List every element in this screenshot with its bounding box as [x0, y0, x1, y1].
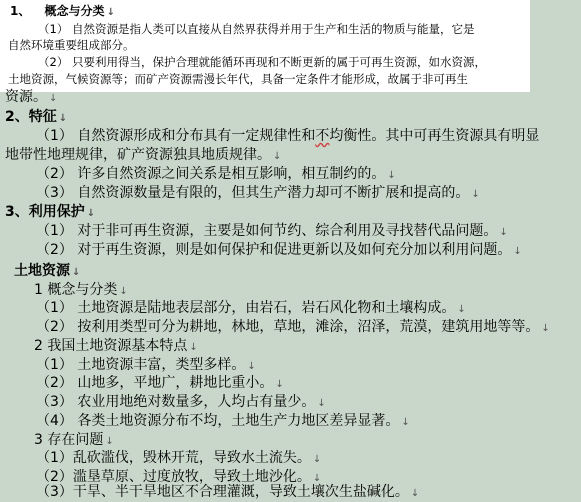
paragraph-mark-icon: ↓ [247, 361, 256, 372]
land-sub3-i1-text: （1）乱砍滥伐，毁林开荒，导致水土流失。 [36, 450, 311, 466]
land-sub1-i2-text: （2） 按利用类型可分为耕地，林地，草地，滩涂，沼泽，荒漠，建筑用地等等。 [36, 319, 540, 335]
land-sub3-i3-text: （3）干旱、半干旱地区不合理灌溉，导致土壤次生盐碱化。 [36, 484, 409, 500]
land-sub3-i2-text: （2）滥垦草原、过度放牧，导致土地沙化。 [36, 469, 311, 485]
land-sub-2 [34, 338, 198, 356]
section-1-title: 概念与分类 [44, 4, 105, 18]
land-sub2-i1-text: （1） 土地资源丰富，类型多样。 [36, 357, 246, 373]
paragraph-mark-icon: ↓ [541, 323, 550, 334]
paragraph-mark-icon: ↓ [387, 170, 396, 181]
s1-p1-line2: 自然环境重要组成部分。 [8, 38, 135, 52]
land-sub1-text: 1 概念与分类 [34, 282, 118, 298]
land-sub2-item-1 [36, 357, 256, 375]
land-sub2-item-2 [36, 375, 284, 393]
s1-p2-line2: 土地资源，气候资源等；而矿产资源需漫长年代，具备一定条件才能形成，故属于非可再生 [8, 72, 468, 86]
land-resources-title [14, 263, 80, 281]
paragraph-mark-icon: ↓ [86, 208, 96, 219]
s3-item-1 [36, 223, 508, 241]
section-3-title [5, 204, 95, 222]
paragraph-mark-icon: ↓ [312, 473, 322, 484]
land-sub1-item-1 [36, 300, 466, 318]
section-2-title-text: 2、特征 [5, 109, 57, 125]
section-1-heading [10, 3, 115, 21]
land-sub2-i4-text: （4） 各类土地资源分布不均，土地生产力地区差异显著。 [36, 413, 400, 429]
paragraph-mark-icon: ↓ [105, 436, 114, 447]
s2-i1-text-a: （1） 自然资源形成和分布具有一定规律性和 [36, 128, 316, 144]
s1-p2-line1: （2） 只要利用得当，保护合理就能循环再现和不断更新的属于可再生资源，如水资源， [38, 55, 486, 69]
land-sub2-i2-text: （2） 山地多，平地广，耕地比重小。 [36, 375, 274, 391]
paragraph-mark-icon: ↓ [410, 488, 420, 499]
paragraph-mark-icon: ↓ [457, 304, 466, 315]
land-sub3-item-1 [36, 450, 321, 468]
section-1-highlight-box [0, 0, 530, 92]
paragraph-mark-icon: ↓ [58, 113, 68, 124]
land-sub3-text: 3 存在问题 [34, 432, 104, 448]
paragraph-mark-icon: ↓ [189, 342, 198, 353]
paragraph-mark-icon: ↓ [119, 286, 128, 297]
s3-i1-text: （1） 对于非可再生资源，主要是如何节约、综合利用及寻找替代品问题。 [36, 223, 498, 239]
land-sub2-item-4 [36, 413, 410, 431]
paragraph-mark-icon: ↓ [317, 398, 326, 409]
s2-item-1-line2 [5, 147, 281, 165]
paragraph-mark-icon: ↓ [513, 246, 522, 257]
land-sub2-text: 2 我国土地资源基本特点 [34, 338, 188, 354]
paragraph-mark-icon: ↓ [106, 7, 115, 18]
paragraph-mark-icon: ↓ [499, 227, 508, 238]
s2-i2-text: （2） 许多自然资源之间关系是相互影响，相互制约的。 [36, 166, 386, 182]
s2-i1-line2-text: 地带性地理规律，矿产资源独具地质规律。 [5, 147, 271, 163]
land-sub2-i3-text: （3） 农业用地绝对数量多，人均占有量少。 [36, 394, 316, 410]
paragraph-mark-icon: ↓ [273, 151, 282, 162]
land-sub-1 [34, 282, 128, 300]
land-sub1-item-2 [36, 319, 550, 337]
section-3-title-text: 3、利用保护 [5, 204, 85, 220]
section-2-title [5, 109, 67, 127]
s2-item-3 [36, 185, 480, 203]
land-sub-3 [34, 432, 114, 450]
paragraph-mark-icon: ↓ [312, 454, 322, 465]
paragraph-mark-icon: ↓ [471, 189, 480, 200]
land-sub1-i1-text: （1） 土地资源是陆地表层部分，由岩石，岩石风化物和土壤构成。 [36, 300, 456, 316]
s1-p2-line3-text: 资源。 [5, 89, 47, 105]
s1-p2-line3 [5, 89, 57, 107]
s2-i3-text: （3） 自然资源数量是有限的，但其生产潜力却可不断扩展和提高的。 [36, 185, 470, 201]
land-sub2-item-3 [36, 394, 326, 412]
section-1-number: 1、 [10, 4, 31, 18]
s2-i1-text-c: 均衡性。其中可再生资源具有明显 [329, 128, 540, 144]
s3-i2-text: （2） 对于再生资源，则是如何保护和促进更新以及如何充分加以利用问题。 [36, 242, 512, 258]
s1-p1-line1: （1） 自然资源是指人类可以直接从自然界获得并用于生产和生活的物质与能量，它是 [38, 22, 475, 36]
s2-i1-text-b: 不 [315, 128, 330, 144]
s3-item-2 [36, 242, 522, 260]
paragraph-mark-icon: ↓ [72, 267, 81, 278]
s2-item-1-line1 [36, 128, 539, 144]
paragraph-mark-icon: ↓ [401, 417, 410, 428]
land-sub3-item-3 [36, 484, 419, 502]
paragraph-mark-icon: ↓ [49, 93, 58, 104]
paragraph-mark-icon: ↓ [275, 379, 284, 390]
s2-item-2 [36, 166, 396, 184]
land-title-text: 土地资源 [14, 263, 70, 279]
